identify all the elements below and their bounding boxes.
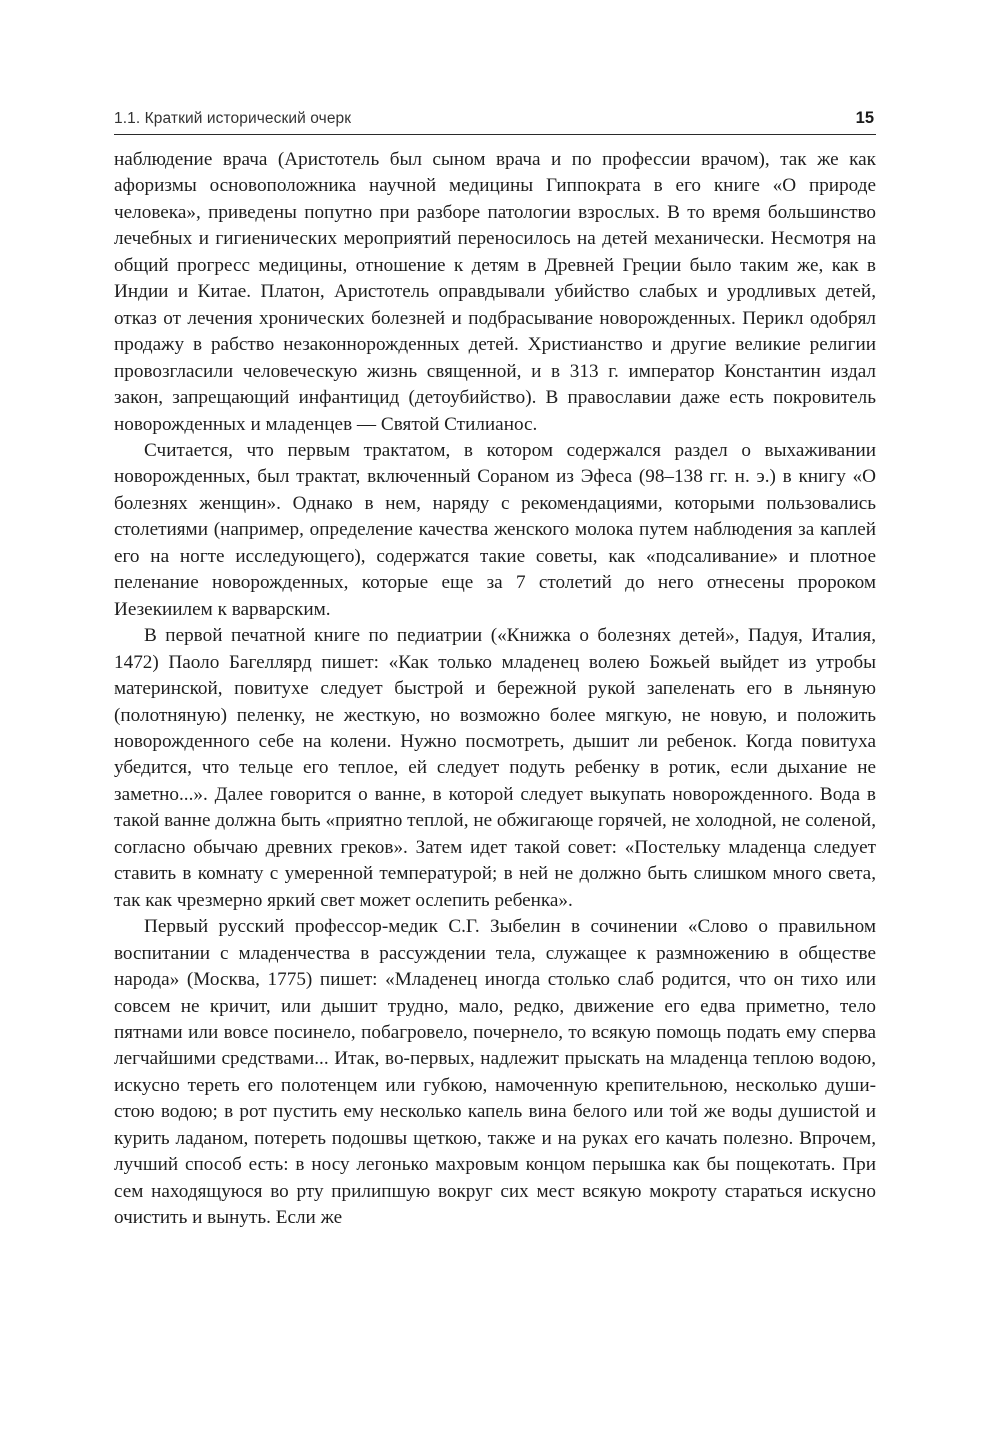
page-number: 15 [855,109,874,127]
section-title: 1.1. Краткий исторический очерк [114,110,352,127]
running-header [114,100,876,135]
body-text [114,147,876,1232]
paragraph-bagellardus: В первой печатной книге по педиатрии («Книжка о болезнях детей», Падуя, Италия, 1472) Паоло Багеллярд пишет: «Как только младенец волею Божьей выйдет из утробы материнской, повитухе следует быстрой и бережной рукой запеленать его в льняную (полотняную) пеленку, не жесткую, но возможно более мягкую, не новую, и положить новорожденного себе на колени. Нужно посмотреть, дышит ли ребенок. Когда повитуха убедится, что тельце его теплое, ей следует подуть ребенку в ротик, если дыхание не заметно...». Далее говорится о ванне, в которой следует выкупать новорожденного. Вода в такой ванне должна быть «приятно теплой, не обжигающе горячей, не холодной, не соленой, согласно обычаю древних греков». Затем идет такой совет: «Постельку младенца следует ставить в комнату с умеренной температурой; в ней не должно быть слишком много света, так как чрезмерно яркий свет может ослепить ребенка». [114,625,876,911]
paragraph-zybelin: Первый русский профессор-медик С.Г. Зыбелин в сочинении «Слово о правильном воспитании с младенчества в рассуждении тела, служащее к размножению в обществе народа» (Москва, 1775) пишет: «Младенец иногда столько слаб родится, что он тихо или совсем не кричит, или дышит трудно, мало, редко, движение его едва приметно, тело пятнами или вовсе посинело, побагровело, почернело, то всякую помощь подать ему сперва легчайшими средствами... Итак, во-первых, надлежит прыскать на младенца теплою водою, искусно тереть его полотенцем или губкою, намоченную крепительною, несколько душистою водою; в рот пустить ему несколько капель вина белого или той же воды душистой и курить ладаном, потереть подошвы щеткою, также и на руках его качать полезно. Впрочем, лучший способ есть: в носу легонько махровым концом перышка как бы пощекотать. При сем находящуюся во рту прилипшую вокруг сих мест всякую мокроту стараться искусно очистить и вынуть. Если же [114,916,876,1229]
paragraph-continued: наблюдение врача (Аристотель был сыном врача и по профессии врачом), так же как афоризмы основоположника научной медицины Гиппократа в его книге «О природе человека», приведены попутно при разборе патологии взрослых. В то время большинство лечебных и гигиенических мероприятий переносилось на детей механически. Несмотря на общий прогресс медицины, отношение к детям в Древней Греции было таким же, как в Индии и Китае. Платон, Аристотель оправдывали убийство слабых и уродливых детей, отказ от лечения хронических болезней и подбрасывание новорожденных. Перикл одобрял продажу в рабство незаконнорожденных детей. Христианство и другие великие религии провозгласили человеческую жизнь священной, и в 313 г. император Константин издал закон, запрещающий инфантицид (детоубийство). В православии даже есть покровитель новорожденных и младенцев — Святой Стилианос. [114,149,876,435]
book-page [114,100,876,1232]
paragraph-soranus: Считается, что первым трактатом, в котором содержался раздел о выхаживании новорожденных, был трактат, включенный Сораном из Эфеса (98–138 гг. н. э.) в книгу «О болезнях женщин». Однако в нем, наряду с рекомендациями, которыми пользовались столетиями (например, определение качества женского молока путем наблюдения за каплей его на ногте исследующего), содержатся такие советы, как «подсаливание» и плотное пеленание новорожденных, которые еще за 7 столетий до него отнесены пророком Иезекиилем к варварским. [114,439,876,620]
